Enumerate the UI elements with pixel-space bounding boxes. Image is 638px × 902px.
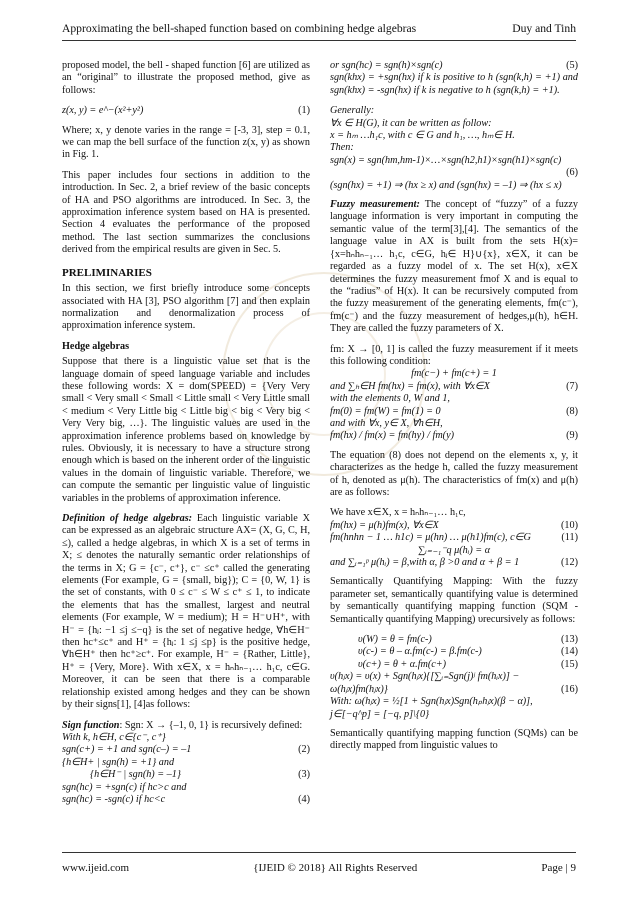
- page-header: [62, 22, 576, 41]
- equation-1: z(x, y) = e^−(x²+y²) (1): [62, 105, 310, 117]
- footer-page-number: Page | 9: [541, 862, 576, 874]
- definition-paragraph: [62, 513, 310, 712]
- fuzzy-paragraph: Fuzzy measurement: The concept of “fuzzy” of a fuzzy language information is very important in computing the semantic value of the term[3],[4]. The semantics of the language value in AX is built from the sets H(x)={x=hₙhₙ₋₁… h₁c, c∈G, hⱼ∈ H}∪{x}, x∈X, it can be regarded as a fuzzy model of x. The set H(x), x∈X determines the fuzzy measurement fmof X and is equal to the “radius” of H(x). It can be recursively computed from the fuzzy measurement of the generating elements, fm(c⁻), fm(c⁻) and the fuzzy measurement of hedges,μ(h), h∈H. They are called the fuzzy parameters of X.: [330, 199, 578, 335]
- section-heading-preliminaries: PRELIMINARIES: [62, 266, 152, 279]
- right-column: or sgn(hc) = sgn(h)×sgn(c) (5) sgn(khx) = +sgn(hx) if k is positive to h (sgn(k,h) = +1) and sgn(khx) = -sgn(hx) if k is negative to h (sgn(k,h) = +1). Generally: ∀x ∈ H(G), it can be written as follow: x = hₘ …h₁c, with c ∈ G and h₁, …, hₘ∈ H. Then: sgn(x) = sgn(hm,hm-1)×…×sgn(h2,h1)×sgn(h1)×sgn(c) (6) (sgn(hx) = +1) ⇒ (hx ≥ x) and (sgn(hx) = –1) ⇒ (hx ≤ x) Fuzzy measurement: The concept of “fuzzy” of a fuzzy language information is very important in computing the semantic value of the term[3],[4]. The semantics of the language value in AX is built from the sets H(x)={x=hₙhₙ₋₁… h₁c, c∈G, hⱼ∈ H}∪{x}, x∈X, it can be regarded as a fuzzy model of x. The set H(x), x∈X determines the fuzzy measurement fmof X and is equal to the “radius” of H(x). It can be recursively computed from the fuzzy measurement of the generating elements, fm(c⁻), fm(c⁻) and the fuzzy measurement of hedges,μ(h), h∈H. They are called the fuzzy parameters of X. fm: X → [0, 1] is called the fuzzy measurement if it meets this following condition: fm(c−) + fm(c+) = 1 and ∑ₕ∈H fm(hx) = fm(x), with ∀x∈X (7) with the elements 0, W and 1, fm(0) = fm(W) = fm(1) = 0 (8) and with ∀x, y∈ X, ∀h∈H, fm(hx) / fm(x) = fm(hy) / fm(y) (9) The equation (8) does not depend on the elements x, y, it characterizes as the hedge h, called the fuzzy measurement of h, denoted as μ(h). The characteristics of fm(x) and μ(h) are as follows: We have x∈X, x = hₙhₙ₋₁… h₁c, fm(hx) = μ(h)fm(x), ∀x∈X (10) fm(hnhn − 1 … h1c) = μ(hn) … μ(h1)fm(c), c∈G (11) ∑ᵢ₌₋₁⁻q μ(hᵢ) = α and ∑ᵢ₌₁ᵖ μ(hᵢ) = β,with α, β >0 and α + β = 1 (12) Semantically Quantifying Mapping: With the fuzzy parameter set, semantically quantifying value is determined by semantically quantifying mapping function (SQM - Semantically quantifying Mapping) υrecursively as follows: υ(W) = θ = fm(c-) (13) υ(c-) = θ – α.fm(c-) = β.fm(c-) (14) υ(c+) = θ + α.fm(c+) (15) υ(hⱼx) = υ(x) + Sgn(hⱼx){[∑ᵢ₌Sgn(j)ʲ fm(hᵢx)] − ω(hⱼx)fm(hⱼx)} (16) With: ω(hⱼx) = ½[1 + Sgn(hⱼx)Sgn(hₚhⱼx)(β − α)], j∈[−q^p] = [−q, p]\{0} Semantically quantifying mapping function (SQMs) can be directly mapped from linguistic values to: [330, 60, 578, 752]
- intro-paragraph-2: Where; x, y denote varies in the range = [-3, 3], step = 0.1, we can map the bell surface of the function z(x, y) as shown in Fig. 1.: [62, 124, 310, 161]
- equation-10: fm(hx) = μ(h)fm(x), ∀x∈X (10): [330, 519, 578, 531]
- header-title: Approximating the bell-shaped function based on combining hedge algebras: [62, 22, 417, 35]
- generally-block: Generally: ∀x ∈ H(G), it can be written as follow: x = hₘ …h₁c, with c ∈ G and h₁, …, hₘ∈ H. Then: sgn(x) = sgn(hm,hm-1)×…×sgn(h2,h1)×sgn(h1)×sgn(c) (6) (sgn(hx) = +1) ⇒ (hx ≥ x) and (sgn(hx) = –1) ⇒ (hx ≤ x): [330, 105, 578, 191]
- equation-13: υ(W) = θ = fm(c-) (13): [358, 634, 578, 646]
- equation-2: sgn(c+) = +1 and sgn(c–) = –1 (2): [62, 744, 310, 756]
- subsection-heading-hedge-algebras: Hedge algebras: [62, 340, 130, 352]
- sign-function-label: Sign function: [62, 719, 120, 731]
- equation-11: fm(hnhn − 1 … h1c) = μ(hn) … μ(h1)fm(c), c∈G (11): [330, 532, 578, 544]
- header-authors: Duy and Tinh: [512, 22, 576, 35]
- equation-9: fm(hx) / fm(x) = fm(hy) / fm(y) (9): [330, 430, 578, 442]
- footer-copyright: {IJEID © 2018} All Rights Reserved: [253, 862, 418, 874]
- definition-text: Each linguistic variable X can be expressed as an algebraic structure AX= (X, G, C, H, ≤), called a hedge algebras, in which X is a set of terms in X; ≤ denotes the naturally semantic order relationships of the terms in X; G = {c⁻, c⁺}, c⁻ ≤c⁺ called the generating elements (For example, G = {small, big}); C = {0, W, 1} is the set of constants, with 0 ≤ c⁻ ≤ W ≤ c⁺ ≤ 1, to indicate the elements that has the smallest, largest and neutral elements (For example, W = medium); H = H⁻∪H⁺, with H⁻ = {hⱼ: −1 ≤j ≤−q} is the set of negative hedge, ∀h∈H⁻ then hc⁺≤c⁺ and H⁺ = {hⱼ: 1 ≤j ≤p} is the positive hedge, ∀h∈H⁺ then hc⁺≥c⁺. For example, H⁻ = {Rather, Little}, H⁺ = {Very, More}. With x∈X, x = hₙhₙ₋₁… h₁c, c∈G. Moreover, it can be seen that there is a comparable relationship existed among hedges and they can be shown by their signs[1], [4]as follows:: [62, 513, 310, 711]
- preliminaries-paragraph: In this section, we first briefly introduce some concepts associated with HA [3], PSO algorithm [7] and then explain normalization and denormalization process of approximation inference system.: [62, 283, 310, 332]
- equation-7: and ∑ₕ∈H fm(hx) = fm(x), with ∀x∈X (7): [330, 380, 578, 392]
- definition-label: Definition of hedge algebras:: [62, 513, 193, 524]
- equation-8: fm(0) = fm(W) = fm(1) = 0 (8): [330, 405, 578, 417]
- fuzzy-characteristics-paragraph: The equation (8) does not depend on the elements x, y, it characterizes as the hedge h, called the fuzzy measurement of h, denoted as μ(h). The characteristics of fm(x) and μ(h) are as follows:: [330, 449, 578, 498]
- intro-paragraph-3: This paper includes four sections in addition to the introduction. In Sec. 2, a brief review of the basic concepts of HA and PSO algorithms are introduced. In Sec. 3, the approximation inference system based on HA is presented. Section 4 evaluates the performance of the proposed method. The last section summarizes the conclusions derived from the empirical results are given in Sec. 5.: [62, 169, 310, 256]
- equation-4: sgn(hc) = -sgn(c) if hc<c (4): [62, 793, 310, 805]
- sqm-final-paragraph: Semantically quantifying mapping function (SQMs) can be directly mapped from linguistic values to: [330, 727, 578, 752]
- equation-12: and ∑ᵢ₌₁ᵖ μ(hᵢ) = β,with α, β >0 and α + β = 1 (12): [330, 557, 578, 569]
- intro-paragraph-1: proposed model, the bell - shaped function [6] are utilized as an “original” to illustrate the proposed method, give as follows:: [62, 60, 310, 96]
- equation-15: υ(c+) = θ + α.fm(c+) (15): [358, 658, 578, 670]
- sign-function-block: Sign function: Sgn: X → {–1, 0, 1} is recursively defined: With k, h∈H, c∈{c⁻, c⁺} sgn(c+) = +1 and sgn(c–) = –1 (2) {h∈H+ | sgn(h) = +1} and {h∈H⁻ | sgn(h) = –1} (3) sgn(hc) = +sgn(c) if hc>c and sgn(hc) = -sgn(c) if hc<c (4): [62, 719, 310, 805]
- sgn-paragraph: sgn(khx) = +sgn(hx) if k is positive to h (sgn(k,h) = +1) and sgn(khx) = -sgn(hx) if k is negative to h (sgn(k,h) = +1).: [330, 72, 578, 96]
- fm-definition: fm: X → [0, 1] is called the fuzzy measurement if it meets this following condition:: [330, 343, 578, 367]
- hedge-paragraph: Suppose that there is a linguistic value set that is the language domain of speed language variable and includes these following words: X = dom(SPEED) = {Very Very small < Very small < Small < Little small < Very Little small < medium < Very Little big < Little big < big < Very big < Very Very big, …}. The linguistic values are used in the approximation inference problems based on knowledge by rules. Obviously, it is necessary to have a structure strong enough which is based on the inherent order of the linguistic values in the domain of linguistic variable. Therefore, we can compute the semantic per linguistic value of linguistic variables in the problems of approximation inference.: [62, 356, 310, 504]
- equation-3: {h∈H⁻ | sgn(h) = –1} (3): [90, 769, 310, 781]
- page-footer: [62, 852, 576, 874]
- equation-16-line-1: υ(hⱼx) = υ(x) + Sgn(hⱼx){[∑ᵢ₌Sgn(j)ʲ fm(hᵢx)] −: [330, 671, 520, 683]
- equation-5: or sgn(hc) = sgn(h)×sgn(c) (5): [330, 60, 578, 71]
- equation-16: ω(hⱼx)fm(hⱼx)} (16): [330, 683, 578, 695]
- left-column: [62, 60, 310, 840]
- fuzzy-label: Fuzzy measurement:: [330, 199, 420, 211]
- equation-14: υ(c-) = θ – α.fm(c-) = β.fm(c-) (14): [358, 646, 578, 658]
- sqm-paragraph: Semantically Quantifying Mapping: With the fuzzy parameter set, semantically quantifying value is determined by semantically quantifying mapping function (SQM - Semantically quantifying Mapping) υrecursively as follows:: [330, 576, 578, 625]
- fm-equation: fm(c−) + fm(c+) = 1: [411, 368, 497, 380]
- footer-url: www.ijeid.com: [62, 862, 130, 874]
